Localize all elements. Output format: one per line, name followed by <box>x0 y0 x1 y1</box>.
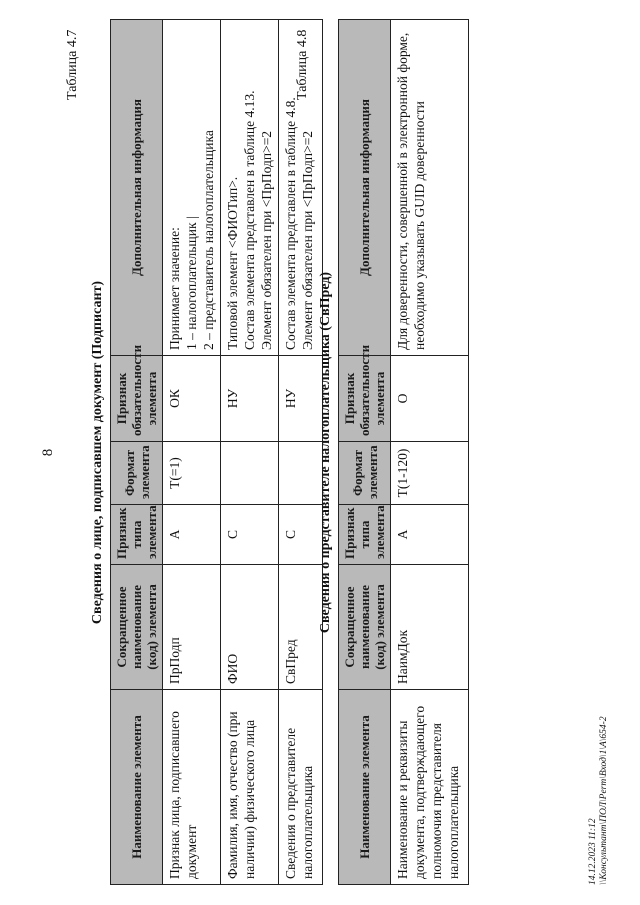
table-4-7 <box>110 19 323 885</box>
table-row <box>391 20 469 885</box>
cell-code: НаимДок <box>391 565 469 690</box>
header-required: Признак обязательности элемента <box>339 356 391 442</box>
table-row <box>279 20 323 885</box>
cell-type: А <box>163 505 221 565</box>
footer-path: \\Консультант\ПОЛ\Perm\Вход\1\A\654-2 <box>599 716 609 885</box>
cell-info <box>163 20 221 356</box>
header-type: Признак типа элемента <box>111 505 163 565</box>
cell-name: Признак лица, подписавшего документ <box>163 690 221 885</box>
header-info: Дополнительная информация <box>339 20 391 356</box>
header-code: Сокращенное наименование (код) элемента <box>111 565 163 690</box>
header-type: Признак типа элемента <box>339 505 391 565</box>
info-line: Элемент обязателен при <ПрПодп>=2 <box>300 130 315 350</box>
table-4-8-title: Сведения о представителе налогоплательщика (СвПред) <box>318 271 333 634</box>
header-required: Признак обязательности элемента <box>111 356 163 442</box>
cell-name: Наименование и реквизиты документа, подтверждающего полномочия представителя налогоплательщика <box>391 690 469 885</box>
cell-format: Т(=1) <box>163 442 221 505</box>
header-info: Дополнительная информация <box>111 20 163 356</box>
table-row <box>163 20 221 885</box>
table-4-7-title: Сведения о лице, подписавшем документ (Подписант) <box>90 280 105 625</box>
header-name: Наименование элемента <box>339 690 391 885</box>
table-4-7-number: Таблица 4.7 <box>65 29 80 100</box>
cell-format: Т(1-120) <box>391 442 469 505</box>
header-name: Наименование элемента <box>111 690 163 885</box>
footer-stamp <box>588 716 610 885</box>
table-row <box>221 20 279 885</box>
header-format: Формат элемента <box>339 442 391 505</box>
info-line: 2 – представитель налогоплательщика <box>201 130 216 350</box>
info-line: Типовой элемент <ФИОТип>. <box>225 176 240 350</box>
table-header-row <box>111 20 163 885</box>
info-line: Для доверенности, совершенной в электронной форме, необходимо указывать GUID доверенности <box>395 32 427 350</box>
table-4-8 <box>338 19 469 885</box>
info-line: Состав элемента представлен в таблице 4.8. <box>283 97 298 350</box>
cell-info <box>391 20 469 356</box>
info-line: Принимает значение: <box>167 227 182 350</box>
cell-name: Сведения о представителе налогоплательщика <box>279 690 323 885</box>
cell-name: Фамилия, имя, отчество (при наличии) физического лица <box>221 690 279 885</box>
footer-datetime: 14.12.2023 11:12 <box>588 818 598 885</box>
header-format: Формат элемента <box>111 442 163 505</box>
info-line: Состав элемента представлен в таблице 4.13. <box>242 90 257 350</box>
cell-required: ОК <box>163 356 221 442</box>
cell-code: ПрПодп <box>163 565 221 690</box>
cell-code: ФИО <box>221 565 279 690</box>
cell-code: СвПред <box>279 565 323 690</box>
cell-required: НУ <box>279 356 323 442</box>
cell-type: С <box>279 505 323 565</box>
info-line: 1 – налогоплательщик | <box>184 216 199 350</box>
info-line: Элемент обязателен при <ПрПодп>=2 <box>259 130 274 350</box>
cell-info <box>221 20 279 356</box>
cell-format <box>221 442 279 505</box>
header-code: Сокращенное наименование (код) элемента <box>339 565 391 690</box>
table-4-8-number: Таблица 4.8 <box>295 29 310 100</box>
cell-required: НУ <box>221 356 279 442</box>
cell-format <box>279 442 323 505</box>
table-header-row <box>339 20 391 885</box>
page-number: 8 <box>40 448 56 457</box>
cell-type: А <box>391 505 469 565</box>
cell-required: О <box>391 356 469 442</box>
cell-type: С <box>221 505 279 565</box>
